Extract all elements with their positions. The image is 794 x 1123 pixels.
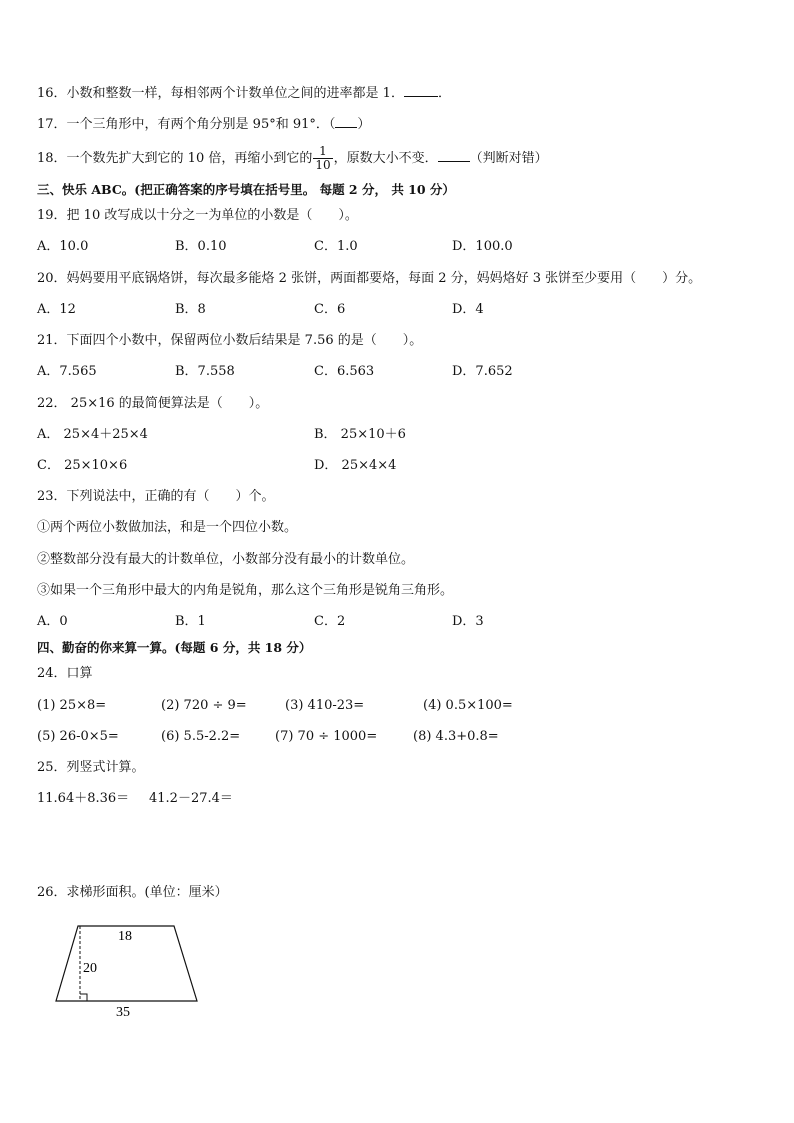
question-17-text: 17．一个三角形中，有两个角分别是 95°和 91°．（: [37, 117, 336, 132]
question-17-end: ）: [357, 117, 371, 132]
option-d[interactable]: D．4: [452, 302, 484, 317]
bottom-base-label: 35: [116, 1005, 130, 1020]
section-4-heading: 四、勤奋的你来算一算。(每题 6 分，共 18 分）: [37, 640, 312, 655]
mental-calc-item: (3) 410-23=: [285, 698, 365, 713]
option-c[interactable]: C．2: [314, 614, 346, 629]
option-a[interactable]: A． 25×4＋25×4: [37, 427, 148, 442]
question-26-text: 26．求梯形面积。(单位：厘米）: [37, 885, 228, 900]
section-3-heading: 三、快乐 ABC。(把正确答案的序号填在括号里。 每题 2 分， 共 10 分）: [37, 182, 455, 197]
question-16-text: 16．小数和整数一样，每相邻两个计数单位之间的进率都是 1．: [37, 86, 404, 101]
question-21-text: 21．下面四个小数中，保留两位小数后结果是 7.56 的是（ ）。: [37, 333, 423, 348]
option-a[interactable]: A．12: [37, 302, 76, 317]
height-label: 20: [83, 961, 97, 976]
mental-calc-item: (4) 0.5×100=: [423, 698, 513, 713]
vertical-calc-item: 41.2－27.4＝: [149, 791, 233, 806]
option-a[interactable]: A．7.565: [37, 364, 97, 379]
option-a[interactable]: A．0: [37, 614, 68, 629]
question-20-text: 20．妈妈要用平底锅烙饼，每次最多能烙 2 张饼，两面都要烙，每面 2 分，妈妈烙好 3 张饼至少要用（ ）分。: [37, 271, 702, 286]
question-23-text: 23．下列说法中，正确的有（ ）个。: [37, 489, 275, 504]
statement-1: ①两个两位小数做加法，和是一个四位小数。: [37, 520, 298, 535]
top-base-label: 18: [118, 929, 132, 944]
trapezoid-figure: [50, 920, 210, 1020]
fraction: [313, 145, 332, 172]
question-22-text: 22． 25×16 的最简便算法是（ ）。: [37, 396, 269, 411]
option-d[interactable]: D． 25×4×4: [314, 458, 397, 473]
option-c[interactable]: C．6: [314, 302, 346, 317]
option-a[interactable]: A．10.0: [37, 239, 89, 254]
question-18: [37, 144, 548, 174]
question-25-text: 25．列竖式计算。: [37, 760, 145, 775]
question-18-end: （判断对错）: [469, 151, 548, 166]
fraction-denominator: 10: [315, 158, 331, 172]
question-18-text-post: ，原数大小不变．: [333, 151, 438, 166]
question-16: [37, 84, 451, 102]
statement-2: ②整数部分没有最大的计数单位，小数部分没有最小的计数单位。: [37, 552, 415, 567]
answer-blank[interactable]: [404, 84, 438, 97]
option-c[interactable]: C．6.563: [314, 364, 375, 379]
right-angle-mark: [80, 994, 87, 1001]
option-b[interactable]: B． 25×10＋6: [314, 427, 406, 442]
mental-calc-item: (7) 70 ÷ 1000=: [275, 729, 378, 744]
option-d[interactable]: D．100.0: [452, 239, 513, 254]
vertical-calc-item: 11.64＋8.36＝: [37, 791, 130, 806]
option-c[interactable]: C．1.0: [314, 239, 358, 254]
answer-blank[interactable]: [335, 115, 357, 128]
answer-blank[interactable]: [438, 149, 470, 162]
mental-calc-item: (8) 4.3+0.8=: [413, 729, 499, 744]
statement-3: ③如果一个三角形中最大的内角是锐角，那么这个三角形是锐角三角形。: [37, 583, 454, 598]
question-17: [37, 115, 370, 133]
question-19-text: 19．把 10 改写成以十分之一为单位的小数是（ ）。: [37, 208, 358, 223]
mental-calc-item: (1) 25×8=: [37, 698, 107, 713]
question-18-text: 18．一个数先扩大到它的 10 倍，再缩小到它的: [37, 151, 313, 166]
question-16-end: ．: [437, 86, 451, 101]
option-c[interactable]: C． 25×10×6: [37, 458, 128, 473]
fraction-numerator: 1: [313, 145, 332, 159]
mental-calc-item: (5) 26-0×5=: [37, 729, 119, 744]
mental-calc-item: (2) 720 ÷ 9=: [161, 698, 247, 713]
option-b[interactable]: B．8: [175, 302, 206, 317]
mental-calc-item: (6) 5.5-2.2=: [161, 729, 241, 744]
option-b[interactable]: B．0.10: [175, 239, 227, 254]
option-b[interactable]: B．7.558: [175, 364, 235, 379]
option-d[interactable]: D．7.652: [452, 364, 513, 379]
option-d[interactable]: D．3: [452, 614, 484, 629]
option-b[interactable]: B．1: [175, 614, 206, 629]
question-24-text: 24．口算: [37, 666, 93, 681]
